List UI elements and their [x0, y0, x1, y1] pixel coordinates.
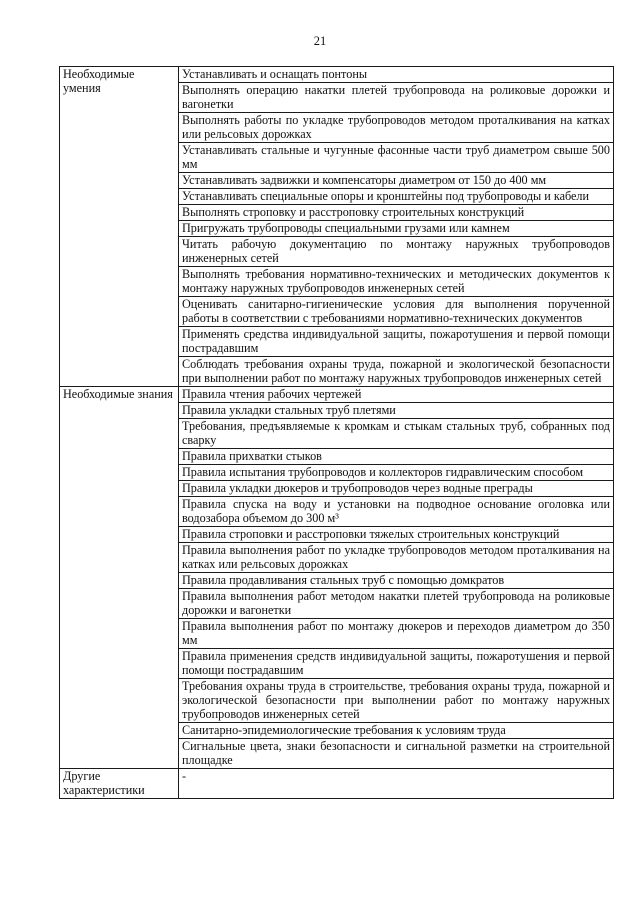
table-row — [60, 67, 614, 83]
requirement-item: Соблюдать требования охраны труда, пожарной и экологической безопасности при выполнении работ по монтажу наружных трубопроводов инженерных сетей — [179, 357, 614, 387]
page-number: 21 — [313, 34, 327, 48]
requirement-item: Применять средства индивидуальной защиты, пожаротушения и первой помощи пострадавшим — [179, 327, 614, 357]
requirement-item: Выполнять операцию накатки плетей трубопровода на роликовые дорожки и вагонетки — [179, 83, 614, 113]
requirement-item: Правила чтения рабочих чертежей — [179, 387, 614, 403]
section-label: Необходимые знания — [60, 387, 179, 769]
requirement-item: Читать рабочую документацию по монтажу наружных трубопроводов инженерных сетей — [179, 237, 614, 267]
requirement-item: Санитарно-эпидемиологические требования к условиям труда — [179, 723, 614, 739]
requirement-item: Устанавливать специальные опоры и кронштейны под трубопроводы и кабели — [179, 189, 614, 205]
requirement-item: Требования охраны труда в строительстве, требования охраны труда, пожарной и экологической безопасности при выполнении работ по монтажу наружных трубопроводов инженерных сетей — [179, 679, 614, 723]
section-label: Необходимые умения — [60, 67, 179, 387]
requirement-item: Выполнять строповку и расстроповку строительных конструкций — [179, 205, 614, 221]
requirement-item: Оценивать санитарно-гигиенические условия для выполнения порученной работы в соответствии с требованиями нормативно-технических документов — [179, 297, 614, 327]
requirement-item: Выполнять работы по укладке трубопроводов методом проталкивания на катках или рельсовых дорожках — [179, 113, 614, 143]
requirement-item: - — [179, 769, 614, 799]
requirement-item: Правила испытания трубопроводов и коллекторов гидравлическим способом — [179, 465, 614, 481]
requirement-item: Сигнальные цвета, знаки безопасности и сигнальной разметки на строительной площадке — [179, 739, 614, 769]
requirement-item: Требования, предъявляемые к кромкам и стыкам стальных труб, собранных под сварку — [179, 419, 614, 449]
requirement-item: Правила прихватки стыков — [179, 449, 614, 465]
requirements-table — [59, 66, 614, 799]
requirement-item: Правила выполнения работ по укладке трубопроводов методом проталкивания на катках или рельсовых дорожках — [179, 543, 614, 573]
requirement-item: Пригружать трубопроводы специальными грузами или камнем — [179, 221, 614, 237]
requirement-item: Правила укладки стальных труб плетями — [179, 403, 614, 419]
requirement-item: Устанавливать задвижки и компенсаторы диаметром от 150 до 400 мм — [179, 173, 614, 189]
requirement-item: Устанавливать и оснащать понтоны — [179, 67, 614, 83]
requirement-item: Правила спуска на воду и установки на подводное основание оголовка или водозабора объемом до 300 м³ — [179, 497, 614, 527]
requirement-item: Устанавливать стальные и чугунные фасонные части труб диаметром свыше 500 мм — [179, 143, 614, 173]
requirement-item: Правила выполнения работ методом накатки плетей трубопровода на роликовые дорожки и вагонетки — [179, 589, 614, 619]
requirement-item: Правила строповки и расстроповки тяжелых строительных конструкций — [179, 527, 614, 543]
requirement-item: Правила укладки дюкеров и трубопроводов через водные преграды — [179, 481, 614, 497]
table-row — [60, 769, 614, 799]
requirement-item: Правила выполнения работ по монтажу дюкеров и переходов диаметром до 350 мм — [179, 619, 614, 649]
requirement-item: Выполнять требования нормативно-технических и методических документов к монтажу наружных трубопроводов инженерных сетей — [179, 267, 614, 297]
section-label: Другие характеристики — [60, 769, 179, 799]
table-row — [60, 387, 614, 403]
requirement-item: Правила применения средств индивидуальной защиты, пожаротушения и первой помощи пострадавшим — [179, 649, 614, 679]
requirement-item: Правила продавливания стальных труб с помощью домкратов — [179, 573, 614, 589]
